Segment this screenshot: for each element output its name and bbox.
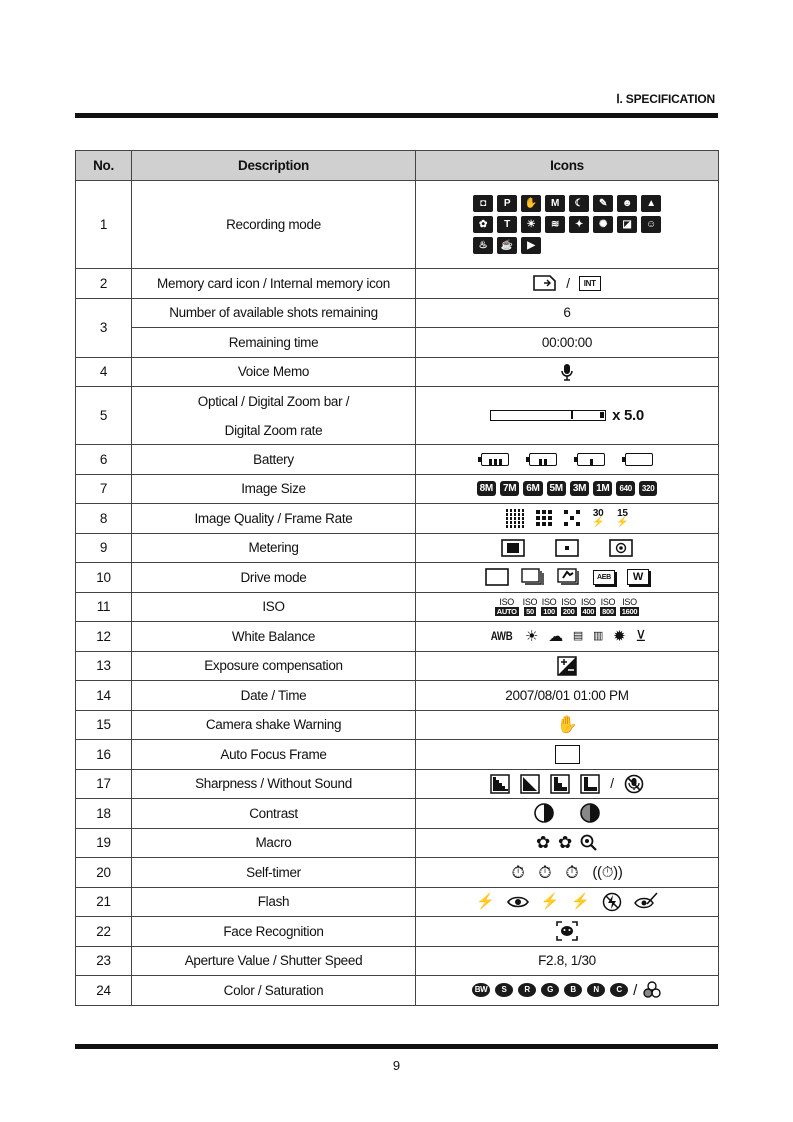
table-row — [76, 533, 719, 563]
red-eye-fix-icon — [634, 892, 658, 912]
row-desc: Flash — [132, 887, 416, 917]
section-header: Ⅰ. SPECIFICATION — [616, 92, 715, 106]
table-row — [76, 710, 719, 740]
size-640-icon: 640 — [616, 481, 634, 496]
fluorescent-l-icon: ▥ — [593, 629, 604, 642]
memory-card-icon — [533, 275, 557, 291]
row-desc: Image Size — [132, 474, 416, 504]
row-no: 20 — [76, 858, 132, 888]
cafe-mode-icon: ☕ — [497, 237, 517, 254]
face-recognition-icon — [556, 921, 578, 941]
table-row — [76, 651, 719, 681]
row-no: 4 — [76, 357, 132, 387]
macro-icon: ✿ — [558, 833, 572, 853]
table-row — [76, 181, 719, 269]
shake-warning-icon: ✋ — [556, 715, 578, 735]
auto-focus-frame-icon — [555, 745, 580, 764]
movie-mode-icon: ▶ — [521, 237, 541, 254]
row-desc: Number of available shots remaining — [132, 298, 416, 328]
table-row — [76, 799, 719, 829]
row-no: 22 — [76, 917, 132, 947]
desc-line-2: Digital Zoom rate — [224, 422, 323, 438]
bottom-rule — [75, 1044, 718, 1049]
contrast-low-icon — [580, 803, 600, 823]
row-no: 15 — [76, 710, 132, 740]
sharpness-normal-icon — [520, 774, 540, 794]
battery-low-icon — [577, 453, 605, 466]
separator: / — [633, 981, 637, 999]
table-row — [76, 769, 719, 799]
internal-memory-label: INT — [583, 278, 596, 288]
iso-1600-icon: ISO 1600 — [621, 596, 638, 616]
row-desc: Remaining time — [132, 328, 416, 358]
zoom-bar — [490, 410, 606, 421]
tungsten-icon: ✹ — [613, 627, 626, 645]
row-desc: Drive mode — [132, 563, 416, 593]
table-row — [76, 504, 719, 534]
table-row — [76, 681, 719, 711]
size-8m-icon: 8M — [477, 481, 496, 496]
size-5m-icon: 5M — [547, 481, 566, 496]
iso-auto-icon: ISO AUTO — [496, 596, 517, 616]
color-custom-icon: C — [610, 983, 628, 997]
cloudy-icon: ☁ — [548, 627, 563, 645]
table-row — [76, 858, 719, 888]
auto-camera-icon: ◘ — [473, 195, 493, 212]
specification-table — [75, 150, 719, 1006]
quality-fine-icon — [536, 510, 552, 526]
size-6m-icon: 6M — [523, 481, 542, 496]
table-row — [76, 887, 719, 917]
row-no: 13 — [76, 651, 132, 681]
separator: / — [610, 776, 614, 792]
table-row — [76, 269, 719, 299]
multi-metering-icon — [501, 539, 525, 557]
top-rule — [75, 113, 718, 118]
table-row — [76, 563, 719, 593]
fireworks-mode-icon: ✺ — [593, 216, 613, 233]
row-value: 6 — [416, 298, 719, 328]
sharpness-vivid-icon — [550, 774, 570, 794]
separator: / — [566, 275, 570, 291]
self-timer-2s-icon: ⏱ — [538, 862, 552, 882]
table-row — [76, 946, 719, 976]
row-desc: Battery — [132, 445, 416, 475]
auto-white-balance-icon: AWB — [490, 629, 513, 644]
motion-capture-icon — [557, 568, 581, 586]
table-row — [76, 474, 719, 504]
row-desc: Color / Saturation — [132, 976, 416, 1006]
table-row — [76, 592, 719, 622]
flower-mode-icon: ✿ — [473, 216, 493, 233]
microphone-icon — [561, 363, 573, 381]
row-desc: Recording mode — [132, 181, 416, 269]
row-desc: ISO — [132, 592, 416, 622]
mute-icon — [624, 774, 644, 794]
row-no: 8 — [76, 504, 132, 534]
slow-sync-icon: ⚡ — [571, 893, 590, 911]
size-1m-icon: 1M — [593, 481, 612, 496]
self-timer-10s-icon: ⏱ — [511, 862, 525, 882]
exposure-compensation-icon — [557, 656, 577, 676]
row-value: 00:00:00 — [416, 328, 719, 358]
desc-line-1: Optical / Digital Zoom bar / — [197, 393, 350, 409]
color-sepia-icon: S — [495, 983, 513, 997]
row-desc: Aperture Value / Shutter Speed — [132, 946, 416, 976]
row-desc: Contrast — [132, 799, 416, 829]
row-no: 21 — [76, 887, 132, 917]
aeb-icon — [593, 570, 615, 585]
row-desc: Memory card icon / Internal memory icon — [132, 269, 416, 299]
dis-mode-icon: ✋ — [521, 195, 541, 212]
quality-normal-icon — [564, 510, 580, 526]
single-shot-icon — [485, 568, 509, 586]
iso-800-icon: ISO 800 — [600, 596, 616, 616]
row-no: 7 — [76, 474, 132, 504]
contrast-high-icon — [534, 803, 554, 823]
spot-metering-icon — [555, 539, 579, 557]
iso-200-icon: ISO 200 — [561, 596, 576, 616]
table-row — [76, 917, 719, 947]
saturation-icon — [642, 980, 662, 1000]
fluorescent-h-icon: ▤ — [572, 629, 583, 642]
table-row — [76, 622, 719, 652]
portrait-mode-icon: ☻ — [617, 195, 637, 212]
quality-superfine-icon — [506, 509, 525, 528]
table-header-row — [76, 151, 719, 181]
row-no: 23 — [76, 946, 132, 976]
continuous-shot-icon — [521, 568, 545, 586]
table-row — [76, 357, 719, 387]
auto-flash-icon: ⚡ — [476, 893, 495, 911]
auto-macro-icon: ✿ — [536, 833, 550, 853]
row-no: 10 — [76, 563, 132, 593]
self-shot-mode-icon: ☺ — [641, 216, 661, 233]
aeb-label: AEB — [597, 573, 611, 581]
red-eye-icon — [507, 895, 529, 909]
row-no: 1 — [76, 181, 132, 269]
row-desc: Face Recognition — [132, 917, 416, 947]
row-no: 5 — [76, 387, 132, 445]
recording-mode-icons — [416, 181, 719, 269]
frame-rate-15-icon: 15 ⚡ — [616, 508, 629, 529]
dawn-mode-icon: ≋ — [545, 216, 565, 233]
row-desc: Auto Focus Frame — [132, 740, 416, 770]
sharpness-hard-icon — [580, 774, 600, 794]
row-desc: Metering — [132, 533, 416, 563]
row-desc: Sharpness / Without Sound — [132, 769, 416, 799]
row-desc: Exposure compensation — [132, 651, 416, 681]
custom-white-balance-icon: ⊻ — [635, 627, 647, 645]
row-value: 2007/08/01 01:00 PM — [416, 681, 719, 711]
table-row — [76, 740, 719, 770]
col-header-description: Description — [132, 151, 416, 181]
snow-mode-icon: ✦ — [569, 216, 589, 233]
daylight-icon: ☀ — [525, 627, 539, 645]
color-red-icon: R — [518, 983, 536, 997]
row-no: 17 — [76, 769, 132, 799]
frame-rate-30-icon: 30 ⚡ — [592, 508, 605, 529]
row-no: 9 — [76, 533, 132, 563]
frame-rate-15-label: 15 — [617, 508, 628, 520]
row-no: 18 — [76, 799, 132, 829]
row-desc: Voice Memo — [132, 357, 416, 387]
color-blue-icon: B — [564, 983, 582, 997]
row-no: 14 — [76, 681, 132, 711]
iso-100-icon: ISO 100 — [541, 596, 557, 616]
battery-medium-icon — [529, 453, 557, 466]
iso-50-icon: ISO 50 — [522, 596, 538, 616]
frame-rate-30-label: 30 — [592, 508, 604, 520]
row-desc: Macro — [132, 828, 416, 858]
row-value: F2.8, 1/30 — [416, 946, 719, 976]
food-mode-icon: ♨ — [473, 237, 493, 254]
night-mode-icon: ☾ — [569, 195, 589, 212]
row-desc — [132, 387, 416, 445]
backlight-mode-icon: ◪ — [617, 216, 637, 233]
row-desc: Camera shake Warning — [132, 710, 416, 740]
row-no: 11 — [76, 592, 132, 622]
row-no: 6 — [76, 445, 132, 475]
landscape-mode-icon: ▲ — [641, 195, 661, 212]
battery-full-icon — [481, 453, 509, 466]
table-row — [76, 387, 719, 445]
sunset-mode-icon: ☀ — [521, 216, 541, 233]
wide-label: W — [632, 571, 643, 584]
row-no: 24 — [76, 976, 132, 1006]
row-no: 3 — [76, 298, 132, 357]
zoom-rate: x 5.0 — [612, 407, 644, 424]
internal-memory-icon — [579, 276, 601, 291]
center-weighted-metering-icon — [609, 539, 633, 557]
color-bw-icon: BW — [472, 983, 490, 997]
row-desc: Self-timer — [132, 858, 416, 888]
table-row — [76, 976, 719, 1006]
row-no: 12 — [76, 622, 132, 652]
row-no: 16 — [76, 740, 132, 770]
page-number: 9 — [392, 1058, 401, 1073]
row-desc: Date / Time — [132, 681, 416, 711]
size-7m-icon: 7M — [500, 481, 519, 496]
col-header-no: No. — [76, 151, 132, 181]
iso-400-icon: ISO 400 — [581, 596, 596, 616]
program-mode-icon: P — [497, 195, 517, 212]
color-negative-icon: N — [587, 983, 605, 997]
row-no: 2 — [76, 269, 132, 299]
col-header-icons: Icons — [416, 151, 719, 181]
motion-timer-icon: ((⏱)) — [592, 863, 623, 881]
manual-mode-icon: M — [545, 195, 565, 212]
table-row — [76, 328, 719, 358]
color-green-icon: G — [541, 983, 559, 997]
row-desc: White Balance — [132, 622, 416, 652]
flash-off-icon — [602, 892, 622, 912]
double-timer-icon: ⏱ — [565, 862, 579, 882]
table-row — [76, 445, 719, 475]
super-macro-icon — [580, 834, 598, 852]
table-row — [76, 828, 719, 858]
battery-empty-icon — [625, 453, 653, 466]
beauty-mode-icon: ✎ — [593, 195, 613, 212]
wide-icon — [627, 569, 649, 585]
fill-flash-icon: ⚡ — [540, 893, 560, 911]
text-mode-icon: T — [497, 216, 517, 233]
row-no: 19 — [76, 828, 132, 858]
memory-icons — [416, 269, 719, 299]
row-desc: Image Quality / Frame Rate — [132, 504, 416, 534]
table-row — [76, 298, 719, 328]
sharpness-soft-icon — [490, 774, 510, 794]
size-320-icon: 320 — [639, 481, 657, 496]
size-3m-icon: 3M — [570, 481, 589, 496]
